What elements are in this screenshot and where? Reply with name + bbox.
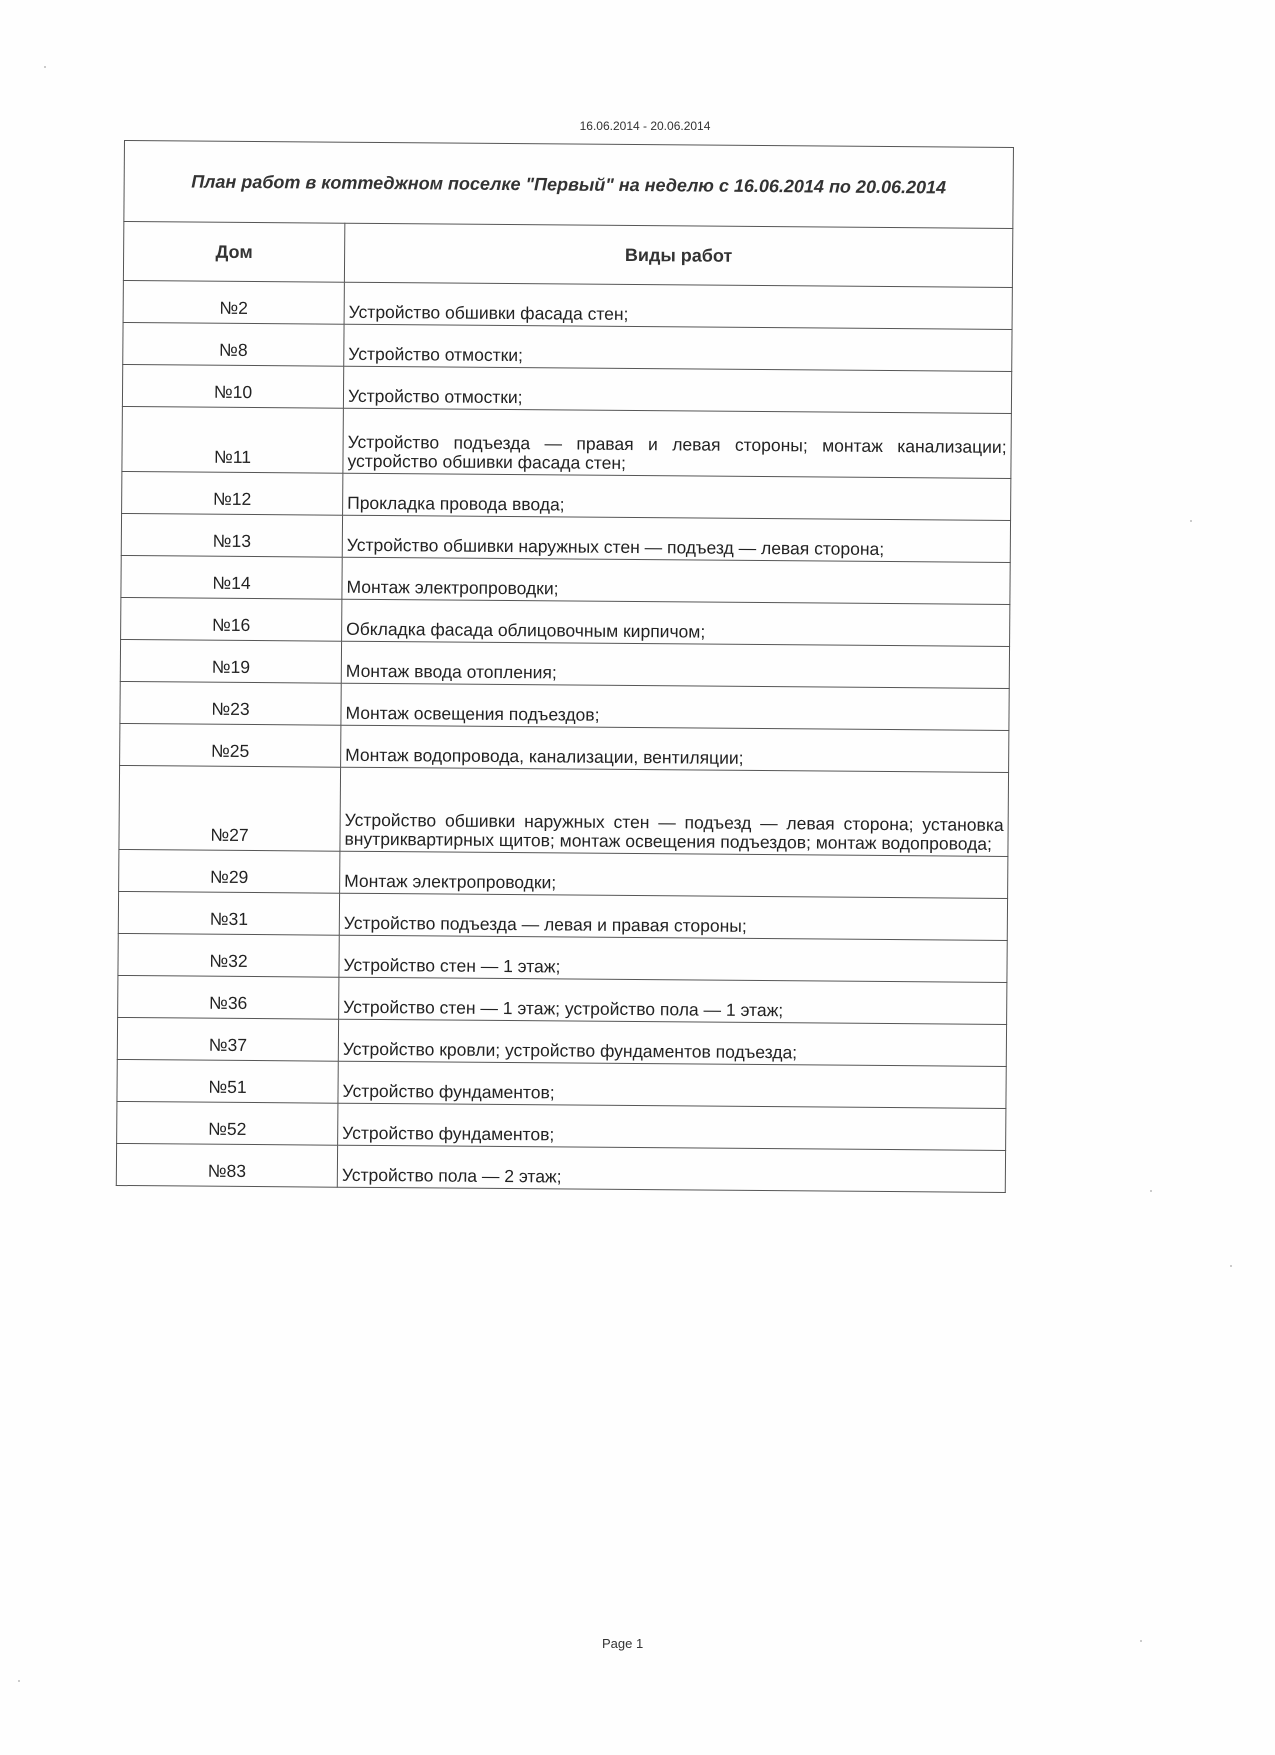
works-description: Монтаж электропроводки;: [340, 851, 1008, 898]
works-description: Устройство фундаментов;: [338, 1103, 1006, 1150]
table-row: [121, 597, 1010, 646]
works-description: Устройство отмостки;: [344, 324, 1012, 371]
table-row: [122, 364, 1011, 413]
works-description: Устройство подъезда — правая и левая стороны; монтаж канализации; устройство обшивки фасада стен;: [343, 408, 1011, 478]
house-number: №29: [119, 849, 340, 893]
table-row: [117, 1059, 1006, 1108]
house-number: №32: [118, 933, 339, 977]
works-description: Устройство пола — 2 этаж;: [337, 1145, 1005, 1192]
works-description: Монтаж ввода отопления;: [341, 641, 1009, 688]
table-row: [118, 891, 1007, 940]
house-number: №10: [122, 364, 343, 408]
table-row: [123, 322, 1012, 371]
house-number: №83: [116, 1143, 337, 1187]
scan-speck: [1190, 520, 1192, 522]
table-row: [120, 681, 1009, 730]
house-number: №2: [123, 280, 344, 324]
house-number: №51: [117, 1059, 338, 1103]
works-description: Монтаж освещения подъездов;: [341, 683, 1009, 730]
works-description: Прокладка провода ввода;: [343, 473, 1011, 520]
works-description: Устройство стен — 1 этаж;: [339, 935, 1007, 982]
table-row: [117, 1017, 1006, 1066]
table-row: [122, 406, 1011, 478]
works-description: Устройство фундаментов;: [338, 1061, 1006, 1108]
table-row: [122, 471, 1011, 520]
house-number: №52: [117, 1101, 338, 1145]
works-description: Устройство обшивки наружных стен — подъезд — левая сторона;: [342, 515, 1010, 562]
page-number: Page 1: [602, 1636, 644, 1651]
works-description: Монтаж водопровода, канализации, вентиляции;: [341, 725, 1009, 772]
table-row: [118, 975, 1007, 1024]
house-number: №23: [120, 681, 341, 725]
works-description: Устройство обшивки наружных стен — подъезд — левая сторона; установка внутриквартирных щитов; монтаж освещения подъездов; монтаж водопровода;: [340, 767, 1009, 856]
works-description: Устройство обшивки фасада стен;: [344, 282, 1012, 329]
date-range-header: 16.06.2014 - 20.06.2014: [579, 119, 711, 133]
house-number: №8: [123, 322, 344, 366]
scan-speck: [44, 66, 46, 68]
house-number: №14: [121, 555, 342, 599]
work-plan-table: [116, 140, 1014, 1193]
column-header-house: Дом: [123, 222, 344, 283]
house-number: №11: [122, 406, 344, 473]
house-number: №12: [122, 471, 343, 515]
works-description: Обкладка фасада облицовочным кирпичом;: [342, 599, 1010, 646]
scan-speck: [18, 1680, 20, 1682]
table-row: [116, 1143, 1005, 1192]
table-row: [121, 513, 1010, 562]
scan-speck: [1230, 1265, 1232, 1267]
table-title: План работ в коттеджном поселке "Первый" на неделю с 16.06.2014 по 20.06.2014: [124, 141, 1014, 229]
table-row: [121, 555, 1010, 604]
works-description: Устройство подъезда — левая и правая стороны;: [339, 893, 1007, 940]
table-row: [119, 765, 1009, 856]
table-row: [118, 933, 1007, 982]
table-row: [120, 723, 1009, 772]
house-number: №31: [118, 891, 339, 935]
works-description: Устройство отмостки;: [343, 366, 1011, 413]
house-number: №13: [121, 513, 342, 557]
table-row: [120, 639, 1009, 688]
works-description: Монтаж электропроводки;: [342, 557, 1010, 604]
works-description: Устройство стен — 1 этаж; устройство пола — 1 этаж;: [339, 977, 1007, 1024]
house-number: №19: [120, 639, 341, 683]
house-number: №25: [120, 723, 341, 767]
table-row: [117, 1101, 1006, 1150]
table-row: [123, 280, 1012, 329]
scan-speck: [1150, 1190, 1152, 1192]
column-header-works: Виды работ: [344, 223, 1012, 287]
house-number: №37: [117, 1017, 338, 1061]
house-number: №16: [121, 597, 342, 641]
works-description: Устройство кровли; устройство фундаментов подъезда;: [338, 1019, 1006, 1066]
house-number: №36: [118, 975, 339, 1019]
table-row: [119, 849, 1008, 898]
house-number: №27: [119, 765, 341, 851]
scan-speck: [1140, 1640, 1142, 1642]
